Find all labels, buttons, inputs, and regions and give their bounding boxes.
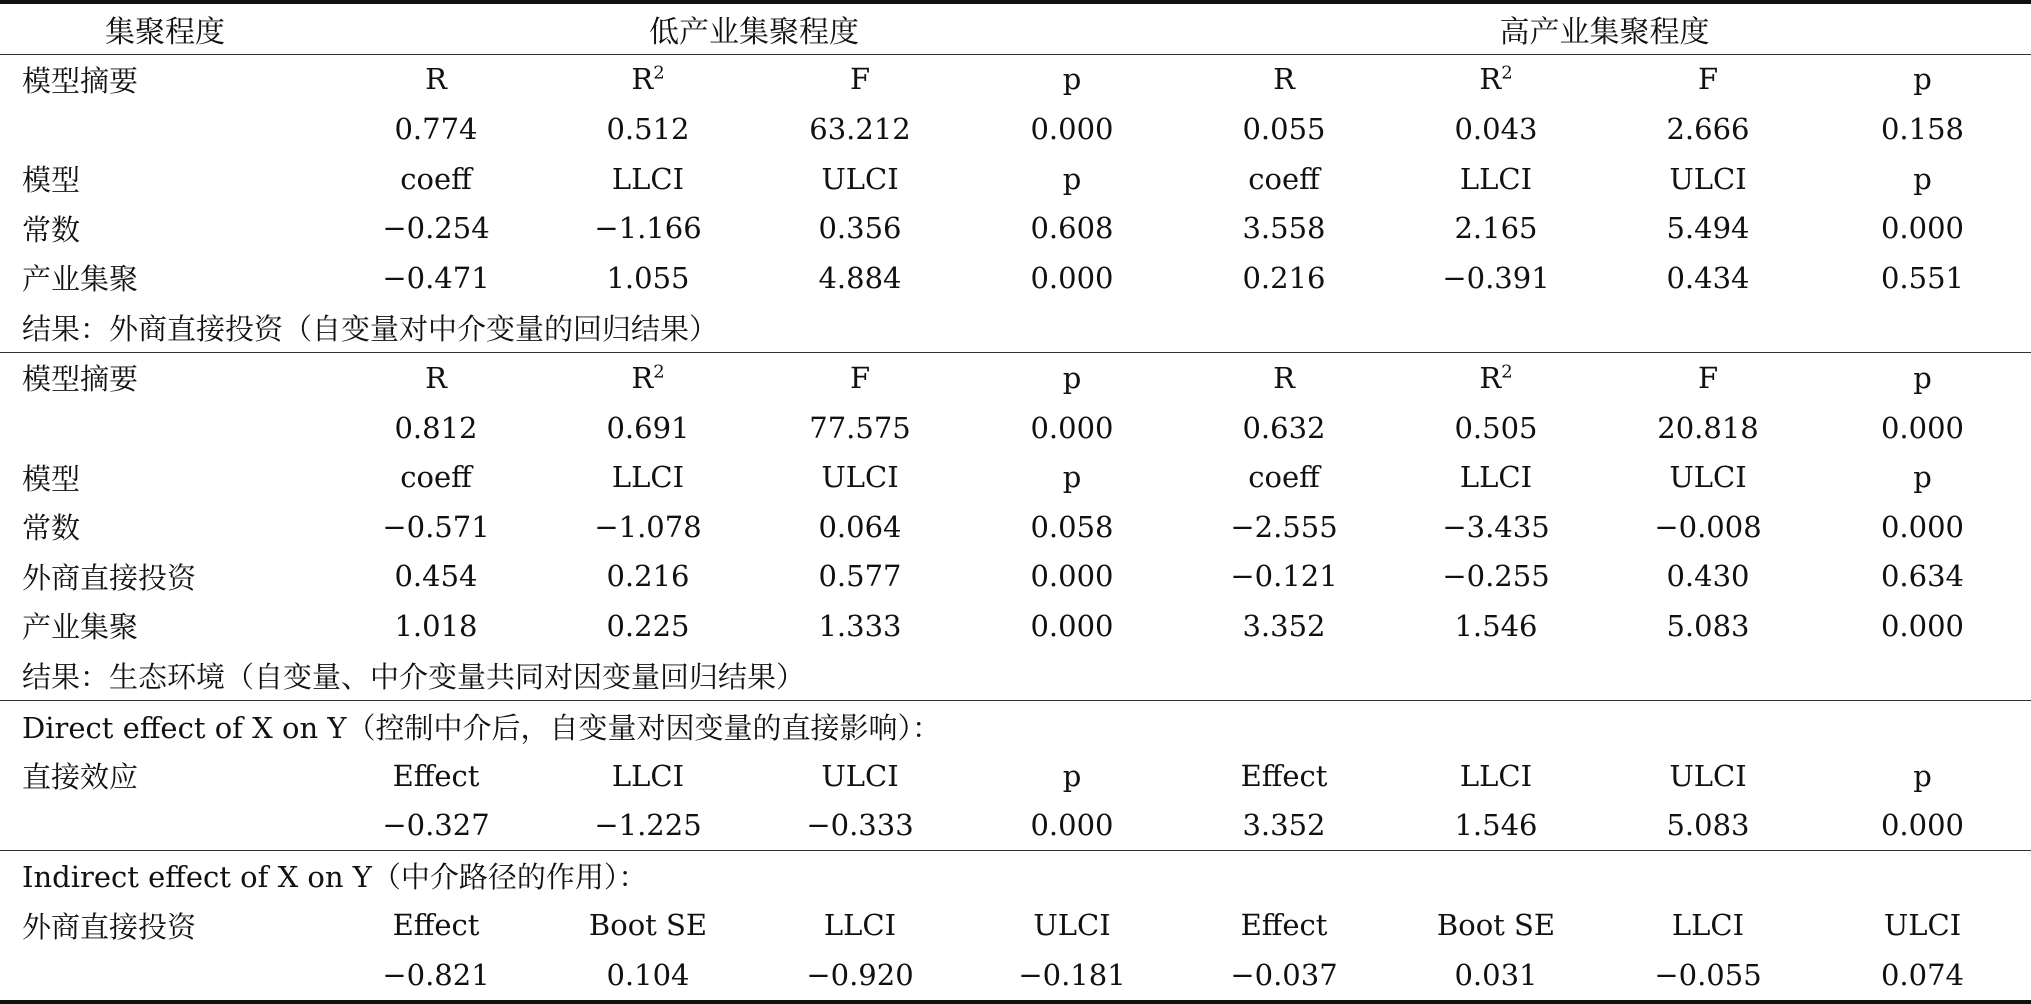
table-cell: coeff (1248, 460, 1320, 495)
table-cell: 0.551 (1880, 260, 1965, 295)
row-label: 产业集聚 (22, 262, 139, 297)
table-cell: 4.884 (818, 260, 902, 295)
table-cell: −0.181 (966, 950, 1178, 1002)
table-row (0, 104, 2031, 154)
table-cell: 0.608 (1030, 211, 1114, 246)
table-row (0, 502, 2031, 552)
table-cell: 0.454 (394, 559, 478, 594)
table-cell: 0.000 (1880, 608, 1965, 643)
table-cell: −0.571 (382, 509, 490, 544)
table-cell: p (1814, 54, 2031, 104)
table-cell: LLCI (1459, 758, 1533, 793)
table-cell: −0.255 (1442, 559, 1550, 594)
table-cell: Effect (392, 908, 480, 943)
table-cell: 2.666 (1666, 111, 1750, 146)
table-cell: −0.055 (1602, 950, 1814, 1002)
section-caption: 结果：生态环境（自变量、中介变量共同对因变量回归结果） (22, 660, 806, 695)
table-cell: −2.555 (1230, 509, 1338, 544)
table-cell: 63.212 (809, 111, 911, 146)
table-cell: 5.083 (1666, 608, 1750, 643)
table-cell: p (1913, 161, 1932, 196)
row-label: 模型摘要 (0, 54, 330, 104)
table-cell: 3.352 (1242, 808, 1326, 843)
table-cell: 0.216 (606, 559, 690, 594)
row-label: 模型摘要 (0, 353, 330, 403)
table-cell: −1.078 (594, 509, 702, 544)
table-cell: coeff (1248, 161, 1320, 196)
table-cell: R (330, 54, 542, 104)
row-label: 外商直接投资 (22, 560, 197, 595)
table-cell: p (1913, 460, 1932, 495)
table-cell: −0.254 (382, 211, 490, 246)
table-cell: −3.435 (1442, 509, 1550, 544)
table-cell: 0.434 (1666, 260, 1750, 295)
table-row (0, 353, 2031, 403)
table-cell: 0.064 (818, 509, 902, 544)
section-caption: 结果：外商直接投资（自变量对中介变量的回归结果） (22, 311, 719, 346)
table-cell: ULCI (1883, 908, 1962, 943)
table-header-row (0, 2, 2031, 54)
table-cell: Boot SE (1436, 908, 1556, 943)
row-label: 外商直接投资 (22, 909, 197, 944)
table-cell: −0.391 (1442, 260, 1550, 295)
table-cell: 0.577 (818, 559, 902, 594)
table-cell: F (754, 353, 966, 403)
table-row (0, 801, 2031, 851)
table-cell: 1.018 (394, 608, 478, 643)
table-cell: 3.352 (1242, 608, 1326, 643)
table-cell: 0.000 (1880, 410, 1965, 445)
table-cell: 0.691 (606, 410, 690, 445)
table-cell: $R^2$ (542, 353, 754, 403)
table-cell: 0.000 (1880, 808, 1965, 843)
table-cell: −0.333 (806, 808, 914, 843)
table-cell: coeff (400, 161, 472, 196)
table-cell: LLCI (611, 758, 685, 793)
table-cell: LLCI (823, 908, 897, 943)
table-cell: 5.083 (1666, 808, 1750, 843)
table-section-row (0, 303, 2031, 353)
table-cell: −1.225 (594, 808, 702, 843)
table-cell: 0.043 (1454, 111, 1538, 146)
table-cell: 0.356 (818, 211, 902, 246)
row-label: 常数 (22, 511, 81, 546)
table-section-row (0, 701, 2031, 751)
table-cell: 0.774 (394, 111, 478, 146)
table-cell: $R^2$ (542, 54, 754, 104)
table-cell: 5.494 (1666, 211, 1750, 246)
table-cell: 0.031 (1390, 950, 1602, 1002)
row-label (0, 950, 330, 1002)
table-cell: R (1178, 54, 1390, 104)
table-cell: 0.505 (1454, 410, 1538, 445)
table-cell: 2.165 (1454, 211, 1538, 246)
table-cell: −0.821 (330, 950, 542, 1002)
table-cell: 0.812 (394, 410, 478, 445)
table-section-row (0, 851, 2031, 901)
table-cell: F (1602, 353, 1814, 403)
table-section-row (0, 651, 2031, 701)
table-cell: 0.216 (1242, 260, 1326, 295)
table-cell: 0.000 (1030, 559, 1114, 594)
header-low-agglomeration: 低产业集聚程度 (330, 2, 1178, 54)
row-label: 模型 (22, 461, 81, 496)
table-cell: −0.327 (382, 808, 490, 843)
table-cell: $R^2$ (1390, 54, 1602, 104)
table-cell: p (1062, 161, 1082, 196)
section-caption: Direct effect of X on Y（控制中介后，自变量对因变量的直接影响）： (0, 701, 2031, 751)
table-cell: coeff (400, 460, 472, 495)
table-cell: −0.920 (754, 950, 966, 1002)
table-cell: 1.333 (818, 608, 902, 643)
table-cell: LLCI (1671, 908, 1745, 943)
table-cell: Effect (392, 758, 480, 793)
table-cell: 0.158 (1880, 111, 1965, 146)
table-cell: Boot SE (588, 908, 708, 943)
table-cell: 0.000 (1030, 260, 1114, 295)
table-cell: LLCI (611, 460, 685, 495)
table-cell: Effect (1240, 908, 1328, 943)
section-caption: Indirect effect of X on Y（中介路径的作用）： (0, 851, 2031, 901)
table-cell: R (330, 353, 542, 403)
table-cell: 0.104 (542, 950, 754, 1002)
table-cell: −0.121 (1230, 559, 1338, 594)
table-cell: 0.000 (1030, 608, 1114, 643)
table-cell: p (1814, 353, 2031, 403)
table-cell: −0.008 (1654, 509, 1762, 544)
table-cell: ULCI (821, 758, 899, 793)
table-cell: 3.558 (1242, 211, 1326, 246)
table-cell: p (1062, 758, 1082, 793)
table-cell: 0.058 (1030, 509, 1114, 544)
table-cell: LLCI (611, 161, 685, 196)
table-cell: ULCI (821, 460, 899, 495)
row-label: 模型 (22, 163, 81, 198)
table-row (0, 253, 2031, 303)
table-cell: 0.000 (1030, 111, 1114, 146)
table-cell: 0.055 (1242, 111, 1326, 146)
table-cell: −1.166 (594, 211, 702, 246)
table-cell: $R^2$ (1390, 353, 1602, 403)
table-cell: 0.000 (1880, 211, 1965, 246)
table-row (0, 950, 2031, 1002)
table-cell: 20.818 (1657, 410, 1759, 445)
table-cell: 77.575 (809, 410, 911, 445)
header-high-agglomeration: 高产业集聚程度 (1178, 2, 2031, 54)
header-agglomeration-level: 集聚程度 (0, 2, 330, 54)
table-cell: F (754, 54, 966, 104)
table-cell: ULCI (1669, 460, 1747, 495)
table-row (0, 403, 2031, 453)
table-row (0, 54, 2031, 104)
table-cell: −0.471 (382, 260, 490, 295)
table-cell: LLCI (1459, 460, 1533, 495)
table-cell: 0.000 (1030, 410, 1114, 445)
table-row (0, 601, 2031, 651)
table-cell: ULCI (1669, 161, 1747, 196)
table-cell: 1.055 (606, 260, 690, 295)
table-cell: ULCI (1669, 758, 1747, 793)
table-row (0, 203, 2031, 253)
table-cell: p (1062, 460, 1082, 495)
table-cell: −0.037 (1178, 950, 1390, 1002)
table-cell: 0.632 (1242, 410, 1326, 445)
row-label: 产业集聚 (22, 610, 139, 645)
table-cell: R (1178, 353, 1390, 403)
row-label (0, 104, 330, 154)
row-label (0, 801, 330, 851)
table-row (0, 154, 2031, 204)
table-cell: p (966, 54, 1178, 104)
table-cell: p (1913, 758, 1932, 793)
table-cell: 1.546 (1454, 608, 1538, 643)
table-cell: 0.512 (606, 111, 690, 146)
table-cell: 0.634 (1880, 559, 1965, 594)
table-cell: ULCI (1033, 908, 1111, 943)
table-row (0, 552, 2031, 602)
table-row (0, 452, 2031, 502)
row-label (0, 403, 330, 453)
table-cell: 0.225 (606, 608, 690, 643)
table-row (0, 901, 2031, 951)
table-cell: F (1602, 54, 1814, 104)
table-cell: Effect (1240, 758, 1328, 793)
row-label: 直接效应 (22, 760, 139, 795)
table-cell: 0.000 (1030, 808, 1114, 843)
table-cell: p (966, 353, 1178, 403)
table-cell: 1.546 (1454, 808, 1538, 843)
table-cell: ULCI (821, 161, 899, 196)
table-row (0, 751, 2031, 801)
row-label: 常数 (22, 212, 81, 247)
table-cell: 0.430 (1666, 559, 1750, 594)
table-cell: 0.000 (1880, 509, 1965, 544)
table-cell: LLCI (1459, 161, 1533, 196)
table-cell: 0.074 (1814, 950, 2031, 1002)
